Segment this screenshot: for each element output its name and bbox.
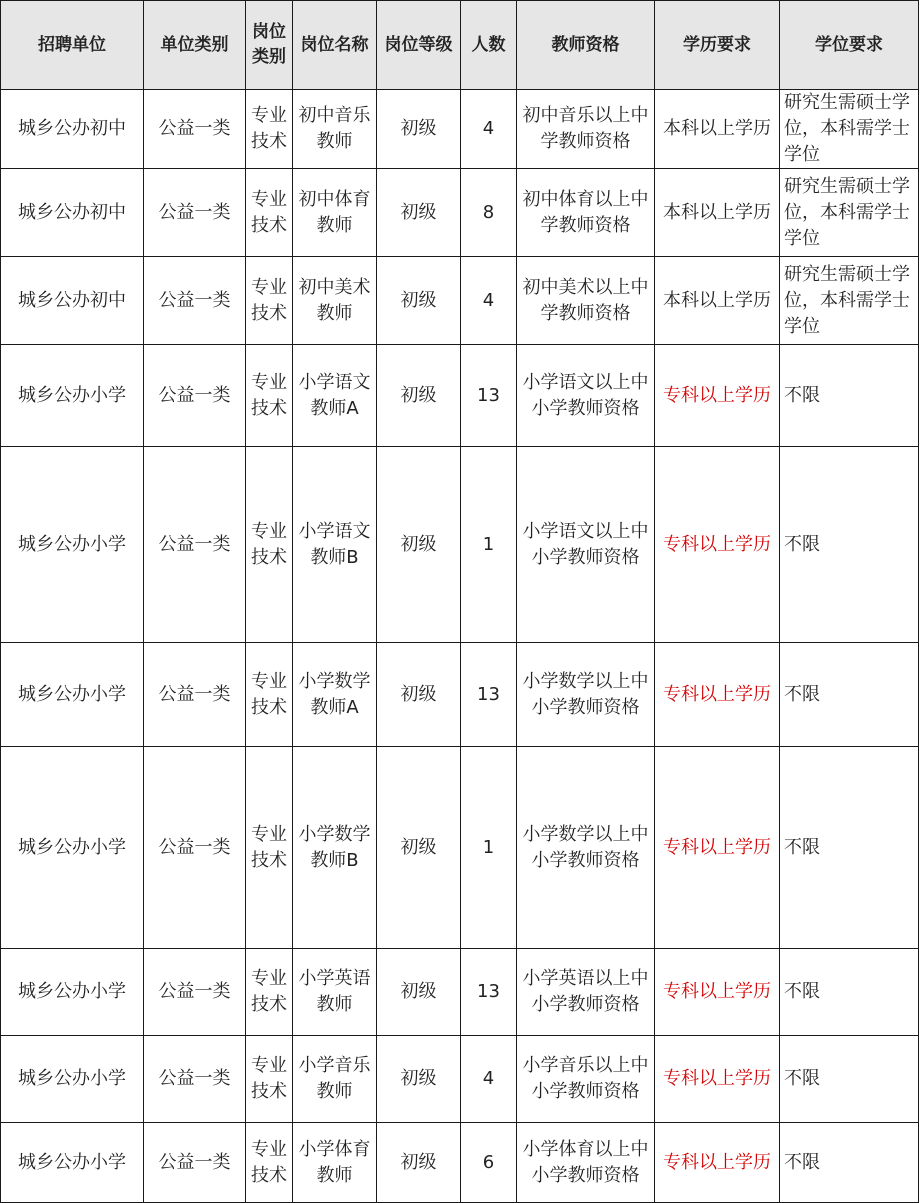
cell-level: 初级 [377,447,461,643]
cell-education: 专科以上学历 [655,1123,780,1203]
cell-post-name: 小学英语教师 [293,949,377,1036]
cell-count: 13 [461,949,517,1036]
cell-unit: 城乡公办小学 [1,345,144,447]
cell-education: 本科以上学历 [655,169,780,257]
header-unit: 招聘单位 [1,1,144,90]
cell-degree: 不限 [780,949,919,1036]
cell-qualification: 小学音乐以上中小学教师资格 [517,1036,655,1123]
table-row [1,447,919,643]
header-degree: 学位要求 [780,1,919,90]
header-qualification: 教师资格 [517,1,655,90]
cell-unit-type: 公益一类 [144,1123,246,1203]
cell-level: 初级 [377,949,461,1036]
cell-count: 6 [461,1123,517,1203]
cell-degree: 不限 [780,345,919,447]
cell-unit-type: 公益一类 [144,747,246,949]
cell-qualification: 小学数学以上中小学教师资格 [517,747,655,949]
cell-post-name: 小学数学教师A [293,643,377,747]
cell-education: 专科以上学历 [655,747,780,949]
cell-post-name: 小学音乐教师 [293,1036,377,1123]
cell-post-type: 专业技术 [246,1036,293,1123]
cell-unit: 城乡公办小学 [1,949,144,1036]
cell-post-type: 专业技术 [246,643,293,747]
cell-education: 专科以上学历 [655,1036,780,1123]
cell-qualification: 初中体育以上中学教师资格 [517,169,655,257]
table-row [1,345,919,447]
cell-post-name: 初中体育教师 [293,169,377,257]
cell-degree: 不限 [780,447,919,643]
cell-qualification: 小学英语以上中小学教师资格 [517,949,655,1036]
cell-education: 专科以上学历 [655,643,780,747]
cell-education: 本科以上学历 [655,257,780,345]
table-row [1,1036,919,1123]
cell-degree: 不限 [780,1036,919,1123]
cell-post-type: 专业技术 [246,1123,293,1203]
cell-count: 1 [461,447,517,643]
header-post-type: 岗位类别 [246,1,293,90]
cell-count: 4 [461,1036,517,1123]
cell-unit: 城乡公办初中 [1,257,144,345]
cell-post-type: 专业技术 [246,345,293,447]
cell-level: 初级 [377,169,461,257]
header-row [1,1,919,90]
cell-qualification: 初中音乐以上中学教师资格 [517,90,655,169]
cell-unit: 城乡公办小学 [1,447,144,643]
cell-unit-type: 公益一类 [144,257,246,345]
cell-unit-type: 公益一类 [144,1036,246,1123]
table-row [1,90,919,169]
cell-post-name: 初中美术教师 [293,257,377,345]
cell-degree: 不限 [780,747,919,949]
cell-level: 初级 [377,1036,461,1123]
header-post-name: 岗位名称 [293,1,377,90]
cell-unit-type: 公益一类 [144,949,246,1036]
table-row [1,643,919,747]
cell-post-type: 专业技术 [246,447,293,643]
cell-degree: 不限 [780,643,919,747]
cell-qualification: 小学体育以上中小学教师资格 [517,1123,655,1203]
cell-level: 初级 [377,90,461,169]
cell-unit-type: 公益一类 [144,345,246,447]
table-row [1,1123,919,1203]
cell-qualification: 初中美术以上中学教师资格 [517,257,655,345]
cell-count: 13 [461,345,517,447]
table-row [1,747,919,949]
table-row [1,257,919,345]
header-level: 岗位等级 [377,1,461,90]
cell-qualification: 小学语文以上中小学教师资格 [517,345,655,447]
cell-post-name: 小学数学教师B [293,747,377,949]
cell-education: 专科以上学历 [655,447,780,643]
header-count: 人数 [461,1,517,90]
cell-unit: 城乡公办初中 [1,169,144,257]
cell-education: 本科以上学历 [655,90,780,169]
table-row [1,169,919,257]
cell-unit: 城乡公办小学 [1,1123,144,1203]
cell-degree: 研究生需硕士学位，本科需学士学位 [780,169,919,257]
cell-education: 专科以上学历 [655,345,780,447]
cell-unit: 城乡公办小学 [1,643,144,747]
cell-education: 专科以上学历 [655,949,780,1036]
header-unit-type: 单位类别 [144,1,246,90]
cell-level: 初级 [377,257,461,345]
cell-level: 初级 [377,643,461,747]
cell-post-type: 专业技术 [246,169,293,257]
cell-post-type: 专业技术 [246,747,293,949]
cell-unit-type: 公益一类 [144,90,246,169]
cell-unit: 城乡公办小学 [1,747,144,949]
cell-post-name: 初中音乐教师 [293,90,377,169]
cell-post-name: 小学语文教师B [293,447,377,643]
cell-post-name: 小学语文教师A [293,345,377,447]
cell-degree: 不限 [780,1123,919,1203]
cell-degree: 研究生需硕士学位，本科需学士学位 [780,90,919,169]
cell-post-name: 小学体育教师 [293,1123,377,1203]
cell-unit-type: 公益一类 [144,643,246,747]
cell-count: 13 [461,643,517,747]
cell-post-type: 专业技术 [246,257,293,345]
table-row [1,949,919,1036]
cell-degree: 研究生需硕士学位，本科需学士学位 [780,257,919,345]
cell-level: 初级 [377,1123,461,1203]
cell-unit-type: 公益一类 [144,447,246,643]
cell-level: 初级 [377,747,461,949]
cell-post-type: 专业技术 [246,90,293,169]
cell-qualification: 小学数学以上中小学教师资格 [517,643,655,747]
header-education: 学历要求 [655,1,780,90]
cell-qualification: 小学语文以上中小学教师资格 [517,447,655,643]
cell-count: 4 [461,90,517,169]
cell-unit-type: 公益一类 [144,169,246,257]
cell-unit: 城乡公办初中 [1,90,144,169]
cell-post-type: 专业技术 [246,949,293,1036]
cell-level: 初级 [377,345,461,447]
cell-count: 4 [461,257,517,345]
cell-unit: 城乡公办小学 [1,1036,144,1123]
cell-count: 8 [461,169,517,257]
cell-count: 1 [461,747,517,949]
